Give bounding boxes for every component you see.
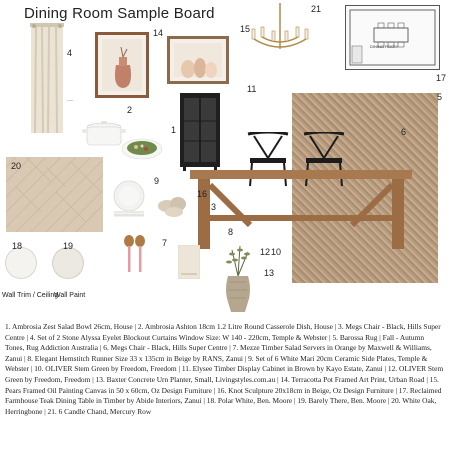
dining-table <box>190 170 412 250</box>
floorplan <box>345 5 440 70</box>
casserole-dish <box>82 115 126 149</box>
item-number-17: 17 <box>436 73 447 83</box>
item-number-2: 2 <box>127 105 133 115</box>
floorplan-label: DINING ROOM <box>370 44 398 49</box>
curtain-dimension: — <box>67 98 73 104</box>
item-number-5: 5 <box>437 92 443 102</box>
display-cabinet <box>180 93 220 171</box>
item-number-20: 20 <box>11 161 22 171</box>
pears-oil-painting <box>167 36 229 84</box>
barely-there-swatch <box>53 248 83 278</box>
salad-bowl <box>121 138 163 162</box>
item-number-3: 3 <box>211 202 217 212</box>
item-number-16: 16 <box>197 189 208 199</box>
item-description-list: 1. Ambrosia Zest Salad Bowl 26cm, House | 2. Ambrosia Ashton 18cm 1.2 Litre Round Casserole Dish, House | 3. Megs Chair - Black, Hills Super Centre | 4. Set of 2 Stone Alyssa Eyelet Blockout Curtains Window Size: W 140 - 220cm, Temple & Webster | 5. Barossa Rug | Fall - Autumn Tones, Rug Addiction Australia | 6. Megs Chair - Black, Hills Super Centre | 7. Mezze Timber Salad Servers in Orange by Maxwell & Williams, Zanui | 8. Elegant Hemstitch Runner Size 33 x 135cm in Beige by RANS, Zanui | 9. Set of 6 White Mari 20cm Ceramic Side Plates, Temple & Webster | 10. OLIVER Stem Green by Freedom, Freedom | 11. Elysee Timber Display Cabinet in Brown by Kayo Estate, Zanui | 12. OLIVER Stem Green by Freedom, Freedom | 13. Baxter Concrete Urn Planter, Small, Livingstyles.com.au | 14. Terracotta Pot Framed Art Print, Urban Road | 15. Pears Framed Oil Painting Canvas in 50 x 60cm, Oz Design Furniture | 16. Knot Sculpture 20x18cm in Beige, Oz Design Furniture | 17. Reclaimed Farmhouse Teak Dining Table in Timber by Abide Interiors, Zanui | 18. Polar White, Ben. Moore | 19. Barely There, Ben. Moore | 20. White Oak, Herringbone | 21. 6 Candle Chand, Mercury Row <box>5 322 444 416</box>
salad-servers <box>121 234 149 274</box>
item-number-14: 14 <box>153 28 164 38</box>
board-title: Dining Room Sample Board <box>24 5 215 22</box>
item-number-4: 4 <box>67 48 73 58</box>
item-number-7: 7 <box>162 238 168 248</box>
item-number-15: 15 <box>240 24 251 34</box>
polar-white-swatch <box>6 248 36 278</box>
item-number-9: 9 <box>154 176 160 186</box>
item-number-21: 21 <box>311 4 322 14</box>
item-number-8: 8 <box>228 227 234 237</box>
item-number-11: 11 <box>247 84 257 94</box>
wall-trim-ceiling-label: Wall Trim / Ceiling <box>2 292 59 299</box>
wall-paint-label: Wall Paint <box>54 292 86 299</box>
item-number-1: 1 <box>171 125 177 135</box>
item-number-19: 19 <box>63 241 74 251</box>
side-plates <box>110 180 148 220</box>
item-number-18: 18 <box>12 241 23 251</box>
table-runner <box>178 245 200 279</box>
item-number-6: 6 <box>401 127 407 137</box>
item-number-13: 13 <box>264 268 275 278</box>
item-number-10: 10 <box>271 247 282 257</box>
knot-sculpture <box>156 192 190 220</box>
item-number-12: 12 <box>260 247 271 257</box>
terracotta-pot-art-print <box>95 32 149 98</box>
olive-stems-in-planter <box>218 246 258 314</box>
candle-chandelier <box>250 3 310 61</box>
curtains-image <box>30 23 64 133</box>
